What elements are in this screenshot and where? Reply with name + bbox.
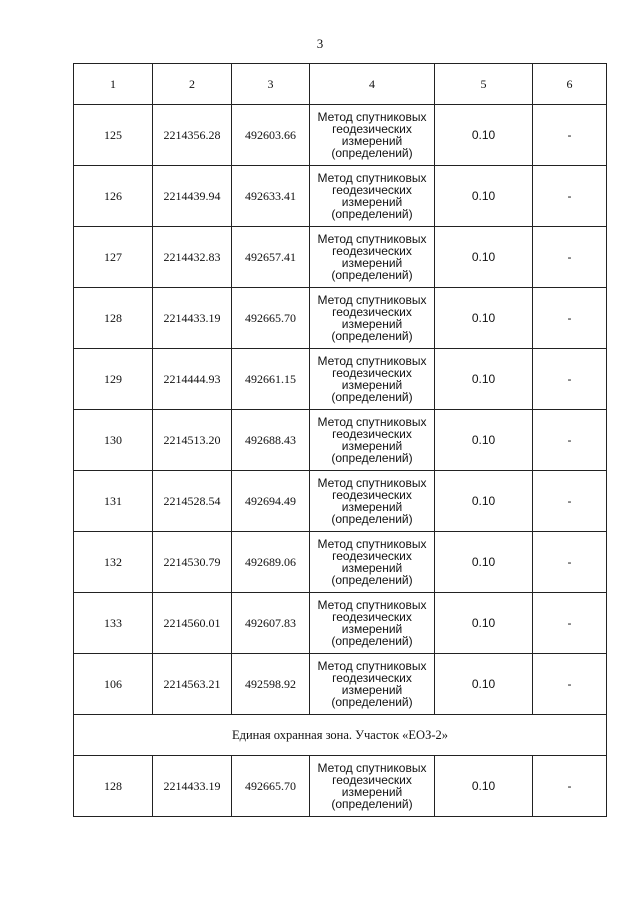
point-number-cell: 128 [74,288,153,349]
x-coordinate-cell: 2214433.19 [153,756,232,817]
method-line: Метод спутниковых [317,232,427,246]
method-line: измерений [341,134,403,148]
method-cell [310,471,435,532]
method-line: геодезических [332,549,412,563]
note-cell: - [533,471,607,532]
method-line: измерений [341,500,403,514]
method-cell [310,227,435,288]
method-line: Метод спутниковых [317,110,427,124]
section-title: Единая охранная зона. Участок «ЕОЗ-2» [74,715,607,756]
column-header: 3 [232,64,310,105]
note-cell: - [533,410,607,471]
x-coordinate-cell: 2214563.21 [153,654,232,715]
column-header: 6 [533,64,607,105]
x-coordinate-cell: 2214560.01 [153,593,232,654]
method-line: геодезических [332,671,412,685]
method-cell [310,532,435,593]
note-cell: - [533,654,607,715]
point-number-cell: 130 [74,410,153,471]
column-header: 4 [310,64,435,105]
table-row [74,288,607,349]
method-line: геодезических [332,305,412,319]
method-line: (определений) [331,634,413,648]
table-row [74,349,607,410]
method-line: (определений) [331,146,413,160]
method-cell [310,288,435,349]
y-coordinate-cell: 492694.49 [232,471,310,532]
method-line: Метод спутниковых [317,537,427,551]
method-line: геодезических [332,183,412,197]
table-row [74,471,607,532]
column-header: 2 [153,64,232,105]
method-line: геодезических [332,427,412,441]
method-cell [310,593,435,654]
note-cell: - [533,288,607,349]
point-number-cell: 106 [74,654,153,715]
x-coordinate-cell: 2214439.94 [153,166,232,227]
accuracy-cell: 0.10 [435,227,533,288]
note-cell: - [533,756,607,817]
table-row [74,654,607,715]
method-line: (определений) [331,573,413,587]
x-coordinate-cell: 2214513.20 [153,410,232,471]
y-coordinate-cell: 492665.70 [232,288,310,349]
x-coordinate-cell: 2214444.93 [153,349,232,410]
method-line: измерений [341,439,403,453]
method-line: Метод спутниковых [317,476,427,490]
method-line: геодезических [332,488,412,502]
method-cell [310,410,435,471]
method-line: Метод спутниковых [317,415,427,429]
method-line: Метод спутниковых [317,354,427,368]
y-coordinate-cell: 492633.41 [232,166,310,227]
method-line: геодезических [332,610,412,624]
method-cell [310,105,435,166]
method-line: Метод спутниковых [317,659,427,673]
method-line: измерений [341,195,403,209]
accuracy-cell: 0.10 [435,349,533,410]
y-coordinate-cell: 492603.66 [232,105,310,166]
method-line: Метод спутниковых [317,761,427,775]
y-coordinate-cell: 492607.83 [232,593,310,654]
point-number-cell: 133 [74,593,153,654]
header-row [74,64,607,105]
method-line: (определений) [331,797,413,811]
method-line: (определений) [331,329,413,343]
table-row [74,410,607,471]
y-coordinate-cell: 492657.41 [232,227,310,288]
method-line: измерений [341,622,403,636]
point-number-cell: 126 [74,166,153,227]
accuracy-cell: 0.10 [435,471,533,532]
method-cell [310,166,435,227]
page-number: 3 [316,36,324,51]
note-cell: - [533,532,607,593]
accuracy-cell: 0.10 [435,756,533,817]
accuracy-cell: 0.10 [435,166,533,227]
y-coordinate-cell: 492689.06 [232,532,310,593]
column-header: 1 [74,64,153,105]
point-number-cell: 128 [74,756,153,817]
x-coordinate-cell: 2214432.83 [153,227,232,288]
method-line: измерений [341,785,403,799]
method-line: измерений [341,378,403,392]
column-header: 5 [435,64,533,105]
point-number-cell: 127 [74,227,153,288]
point-number-cell: 129 [74,349,153,410]
x-coordinate-cell: 2214528.54 [153,471,232,532]
method-line: (определений) [331,451,413,465]
y-coordinate-cell: 492665.70 [232,756,310,817]
method-line: геодезических [332,244,412,258]
method-line: измерений [341,256,403,270]
method-line: геодезических [332,773,412,787]
table-row [74,166,607,227]
point-number-cell: 132 [74,532,153,593]
accuracy-cell: 0.10 [435,654,533,715]
x-coordinate-cell: 2214433.19 [153,288,232,349]
point-number-cell: 125 [74,105,153,166]
x-coordinate-cell: 2214530.79 [153,532,232,593]
method-line: геодезических [332,366,412,380]
point-number-cell: 131 [74,471,153,532]
method-cell [310,654,435,715]
accuracy-cell: 0.10 [435,410,533,471]
method-line: измерений [341,683,403,697]
note-cell: - [533,105,607,166]
method-line: Метод спутниковых [317,293,427,307]
y-coordinate-cell: 492598.92 [232,654,310,715]
table-row [74,593,607,654]
accuracy-cell: 0.10 [435,593,533,654]
coordinates-table [73,63,607,817]
method-line: измерений [341,317,403,331]
note-cell: - [533,349,607,410]
method-cell [310,756,435,817]
method-line: Метод спутниковых [317,171,427,185]
table-row [74,532,607,593]
note-cell: - [533,593,607,654]
method-line: геодезических [332,122,412,136]
note-cell: - [533,166,607,227]
method-line: (определений) [331,512,413,526]
y-coordinate-cell: 492688.43 [232,410,310,471]
section-row [74,715,607,756]
method-line: (определений) [331,390,413,404]
accuracy-cell: 0.10 [435,105,533,166]
method-cell [310,349,435,410]
accuracy-cell: 0.10 [435,288,533,349]
method-line: (определений) [331,268,413,282]
method-line: (определений) [331,695,413,709]
table-row [74,756,607,817]
method-line: измерений [341,561,403,575]
method-line: Метод спутниковых [317,598,427,612]
x-coordinate-cell: 2214356.28 [153,105,232,166]
accuracy-cell: 0.10 [435,532,533,593]
method-line: (определений) [331,207,413,221]
table-row [74,105,607,166]
y-coordinate-cell: 492661.15 [232,349,310,410]
note-cell: - [533,227,607,288]
table-row [74,227,607,288]
